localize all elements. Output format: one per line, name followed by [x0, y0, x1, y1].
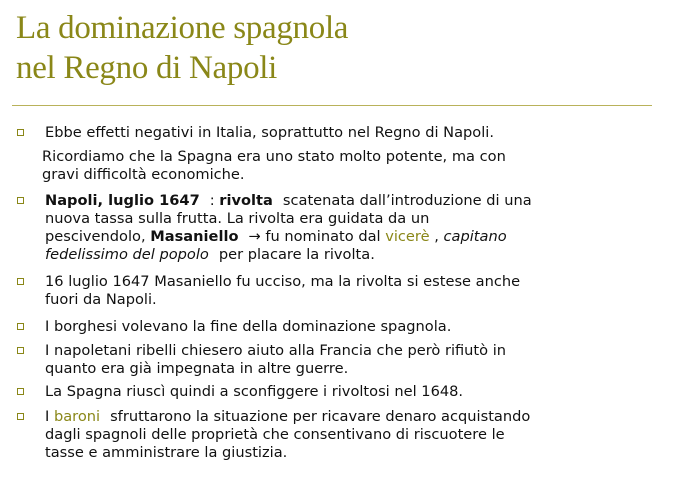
- square-bullet-icon: [17, 388, 24, 395]
- bullet-line: [45, 192, 645, 210]
- square-bullet-icon: [17, 323, 24, 330]
- highlight-term: baroni: [53, 408, 101, 425]
- bullet-line: quanto era già impegnata in altre guerre.: [45, 360, 349, 377]
- square-bullet-icon: [17, 347, 24, 354]
- bullet-text: pescivendolo,: [45, 228, 151, 245]
- square-bullet-icon: [17, 278, 24, 285]
- slide-title: [16, 8, 348, 88]
- continuation-paragraph: [42, 148, 642, 184]
- title-divider: [12, 105, 652, 106]
- bullet-line: I napoletani ribelli chiesero aiuto alla Francia che però rifiutò in: [45, 342, 507, 359]
- bullet-line: dagli spagnoli delle proprietà che consentivano di riscuotere le: [45, 426, 505, 443]
- square-bullet-icon: [17, 129, 24, 136]
- bullet-item-7: [45, 408, 645, 462]
- bullet-text: Ebbe effetti negativi in Italia, soprattutto nel Regno di Napoli.: [45, 124, 494, 141]
- square-bullet-icon: [17, 413, 24, 420]
- bullet-text: La Spagna riuscì quindi a sconfiggere i rivoltosi nel 1648.: [45, 383, 464, 400]
- bullet-text: sfruttarono la situazione per ricavare denaro acquistando: [110, 408, 531, 425]
- bullet-line: fuori da Napoli.: [45, 291, 157, 308]
- square-bullet-icon: [17, 197, 24, 204]
- highlight-term: vicerè: [385, 228, 430, 245]
- bullet-item-6: [45, 383, 645, 401]
- bullet-item-1: [45, 124, 645, 142]
- title-line-2: nel Regno di Napoli: [16, 50, 278, 86]
- bullet-line: tasse e amministrare la giustizia.: [45, 444, 288, 461]
- bullet-text: I borghesi volevano la fine della dominazione spagnola.: [45, 318, 452, 335]
- bullet-item-4: [45, 318, 645, 336]
- bullet-item-2: [45, 192, 645, 264]
- bullet-text: scatenata dall’introduzione di una: [282, 192, 532, 209]
- bullet-text: fu nominato dal: [260, 228, 386, 245]
- paragraph-line: gravi difficoltà economiche.: [42, 166, 245, 183]
- italic-term: fedelissimo del popolo: [45, 246, 209, 263]
- bullet-line: nuova tassa sulla frutta. La rivolta era guidata da un: [45, 210, 430, 227]
- bullet-item-3: [45, 273, 645, 309]
- arrow-right-icon: →: [248, 228, 261, 245]
- separator: :: [209, 192, 220, 209]
- bullet-text: per placare la rivolta.: [218, 246, 375, 263]
- title-line-1: La dominazione spagnola: [16, 10, 349, 46]
- italic-term: capitano: [443, 228, 507, 245]
- bullet-line: 16 luglio 1647 Masaniello fu ucciso, ma la rivolta si estese anche: [45, 273, 521, 290]
- bold-date: Napoli, luglio 1647: [45, 192, 200, 209]
- bullet-text: ,: [429, 228, 444, 245]
- paragraph-line: Ricordiamo che la Spagna era uno stato molto potente, ma con: [42, 148, 506, 165]
- bold-name: Masaniello: [150, 228, 239, 245]
- bullet-line: [45, 246, 645, 264]
- bullet-text: I: [45, 408, 54, 425]
- bullet-item-5: [45, 342, 645, 378]
- bullet-line: [45, 408, 645, 426]
- bullet-line: [45, 228, 645, 246]
- bold-term: rivolta: [219, 192, 273, 209]
